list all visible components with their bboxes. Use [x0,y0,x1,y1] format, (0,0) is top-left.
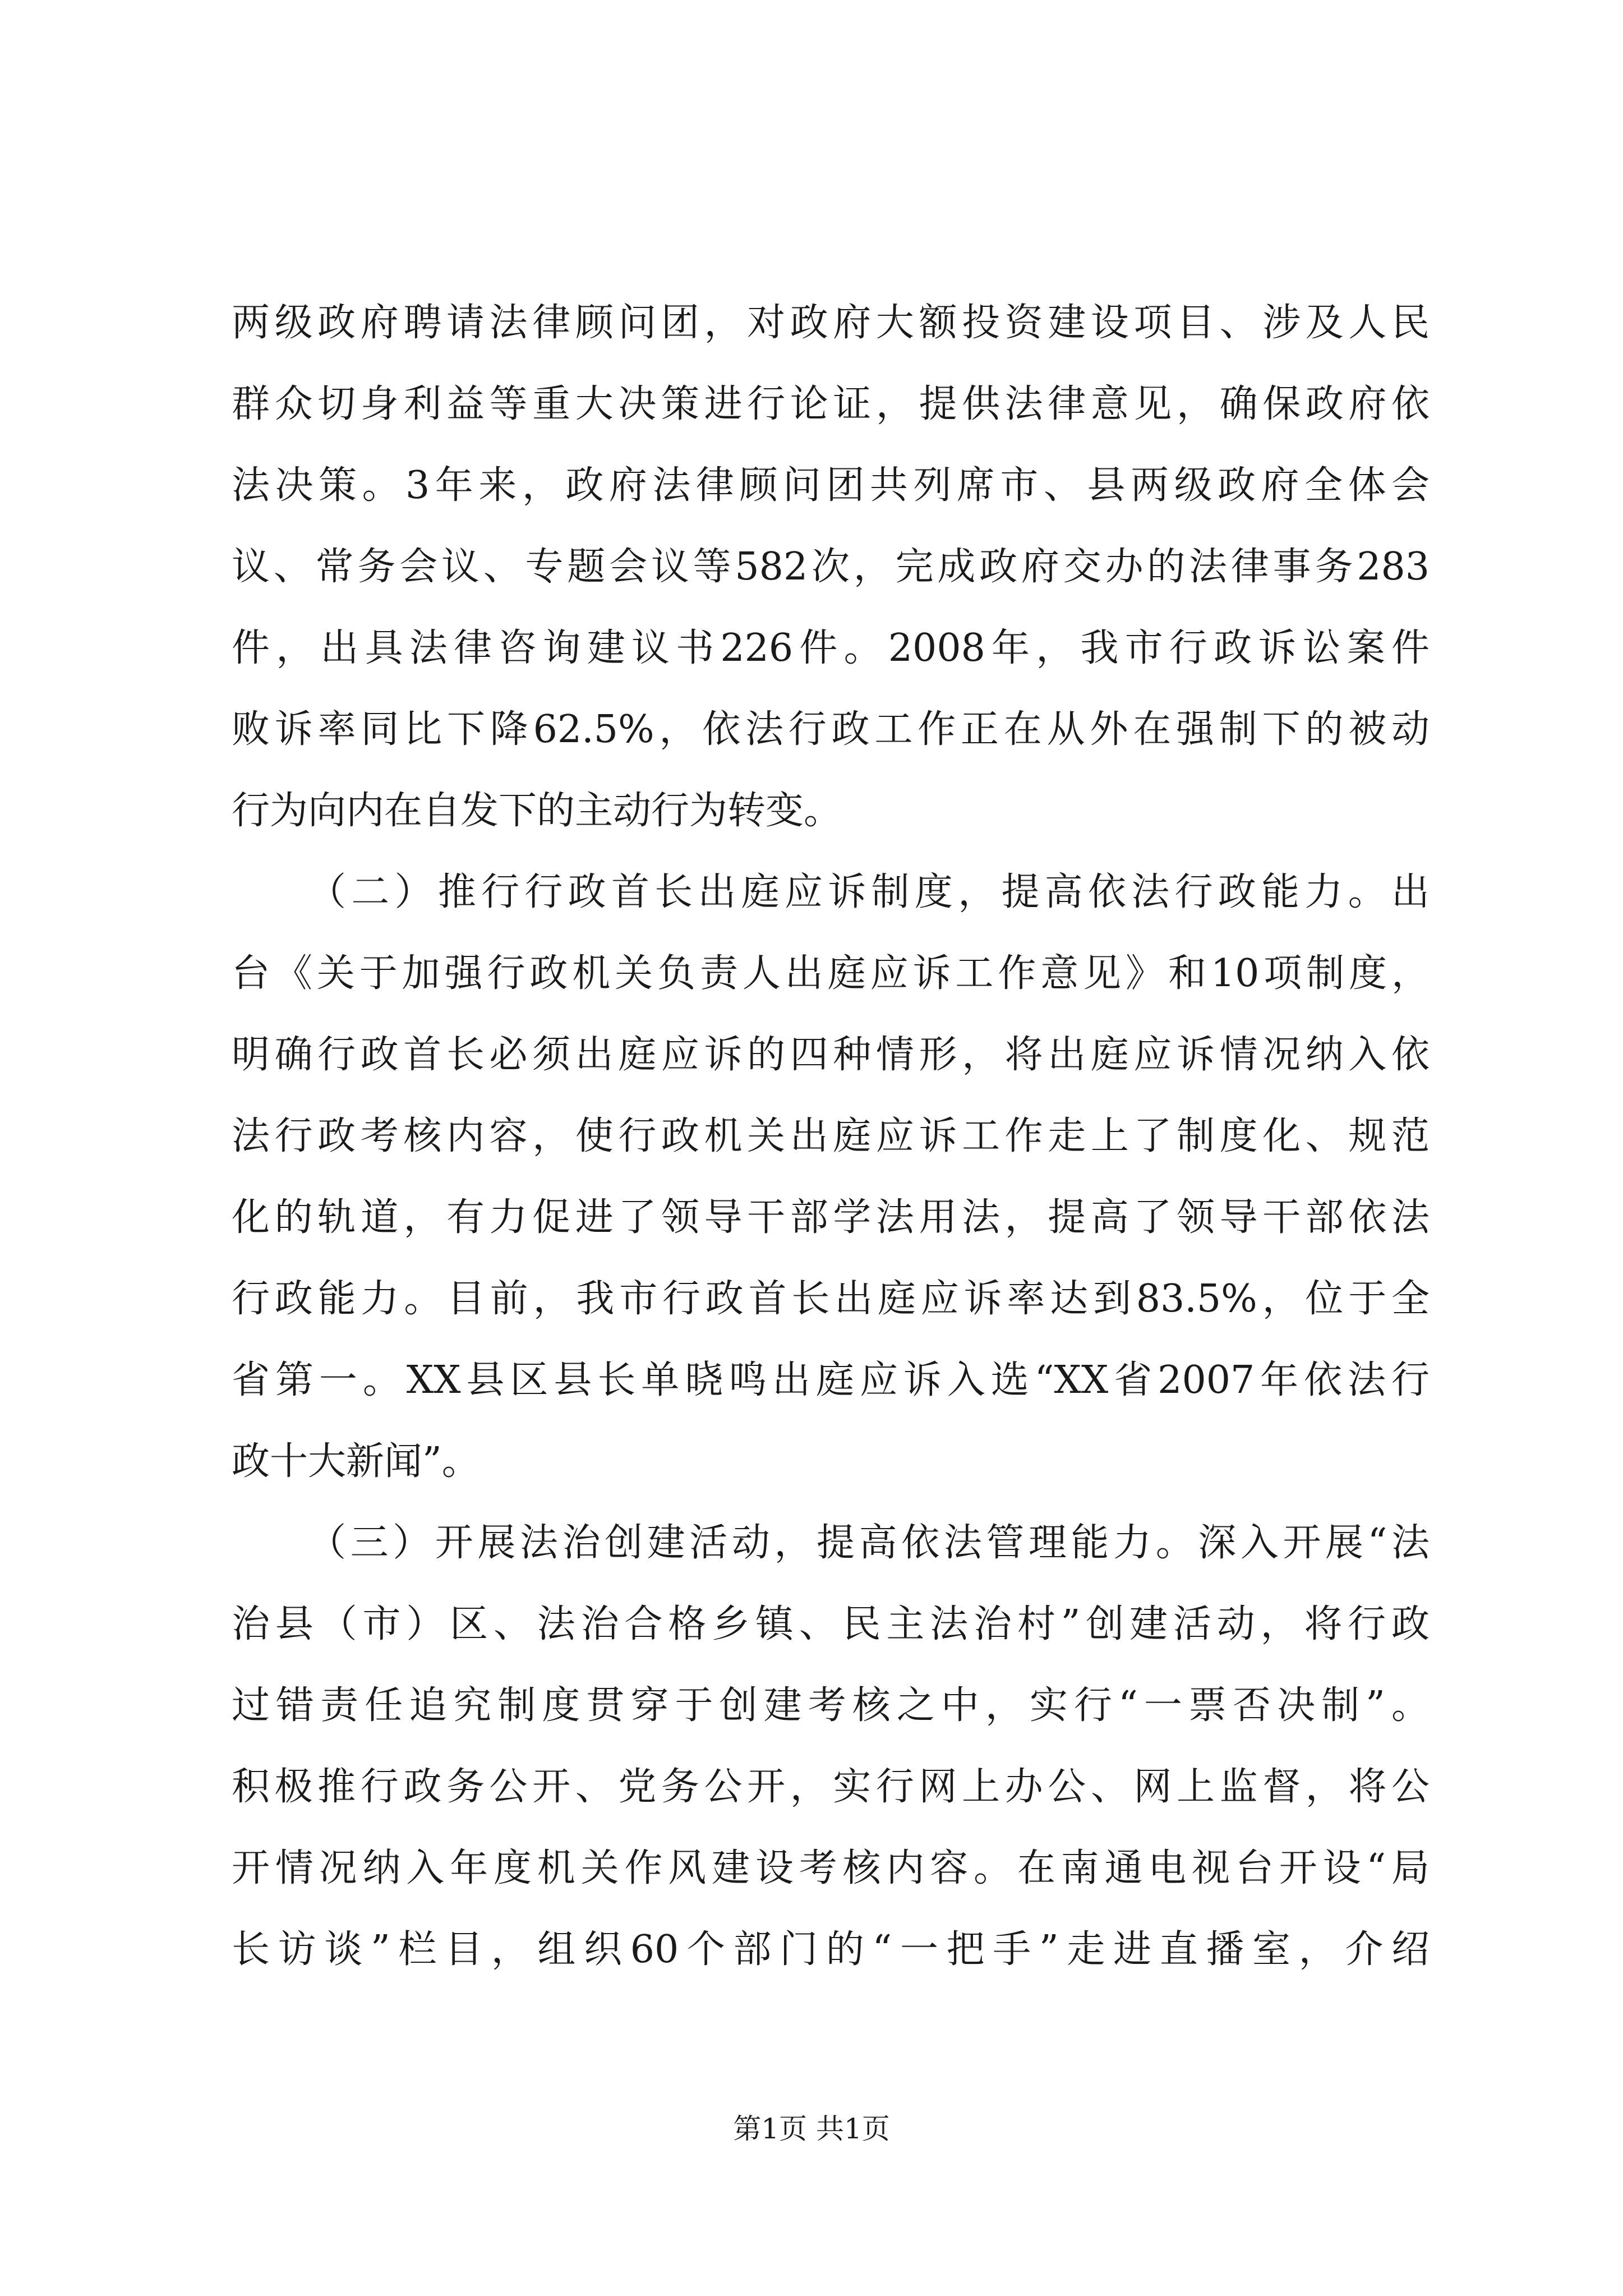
text-line: 两级政府聘请法律顾问团，对政府大额投资建设项目、涉及人民 [232,301,1430,345]
text-line: 群众切身利益等重大决策进行论证，提供法律意见，确保政府依 [232,382,1430,426]
text-line: 积极推行政务公开、党务公开，实行网上办公、网上监督，将公 [232,1765,1430,1809]
page-number-label: 第1页 共1页 [733,2113,890,2145]
text-line: 法行政考核内容，使行政机关出庭应诉工作走上了制度化、规范 [232,1114,1430,1158]
text-line: 治县（市）区、法治合格乡镇、民主法治村”创建活动，将行政 [232,1602,1430,1646]
text-line: 化的轨道，有力促进了领导干部学法用法，提高了领导干部依法 [232,1195,1430,1240]
text-line: 法决策。3年来，政府法律顾问团共列席市、县两级政府全体会 [232,463,1430,508]
text-line: 开情况纳入年度机关作风建设考核内容。在南通电视台开设“局 [232,1846,1430,1890]
text-line: 败诉率同比下降62.5%，依法行政工作正在从外在强制下的被动 [232,707,1430,752]
text-line: 议、常务会议、专题会议等582次，完成政府交办的法律事务283 [232,545,1430,589]
paragraph [232,852,1430,1502]
text-line: 省第一。XX县区县长单晓鸣出庭应诉入选“XX省2007年依法行 [232,1358,1430,1402]
text-line: 长访谈”栏目，组织60个部门的“一把手”走进直播室，介绍 [232,1927,1430,1972]
text-line: 明确行政首长必须出庭应诉的四种情形，将出庭应诉情况纳入依 [232,1033,1430,1077]
text-line: 过错责任追究制度贯穿于创建考核之中，实行“一票否决制”。 [232,1683,1430,1728]
text-line: 政十大新闻”。 [232,1439,480,1484]
paragraph [232,282,1430,852]
text-line: 台《关于加强行政机关负责人出庭应诉工作意见》和10项制度， [232,951,1430,996]
paragraph [232,1502,1430,1990]
page-footer [0,2109,1623,2148]
text-line: （二）推行行政首长出庭应诉制度，提高依法行政能力。出 [308,870,1430,914]
text-line: 行为向内在自发下的主动行为转变。 [232,789,842,833]
text-line: 件，出具法律咨询建议书226件。2008年，我市行政诉讼案件 [232,626,1430,670]
text-line: （三）开展法治创建活动，提高依法管理能力。深入开展“法 [308,1521,1430,1565]
text-line: 行政能力。目前，我市行政首长出庭应诉率达到83.5%，位于全 [232,1277,1430,1321]
document-body [232,282,1430,1990]
